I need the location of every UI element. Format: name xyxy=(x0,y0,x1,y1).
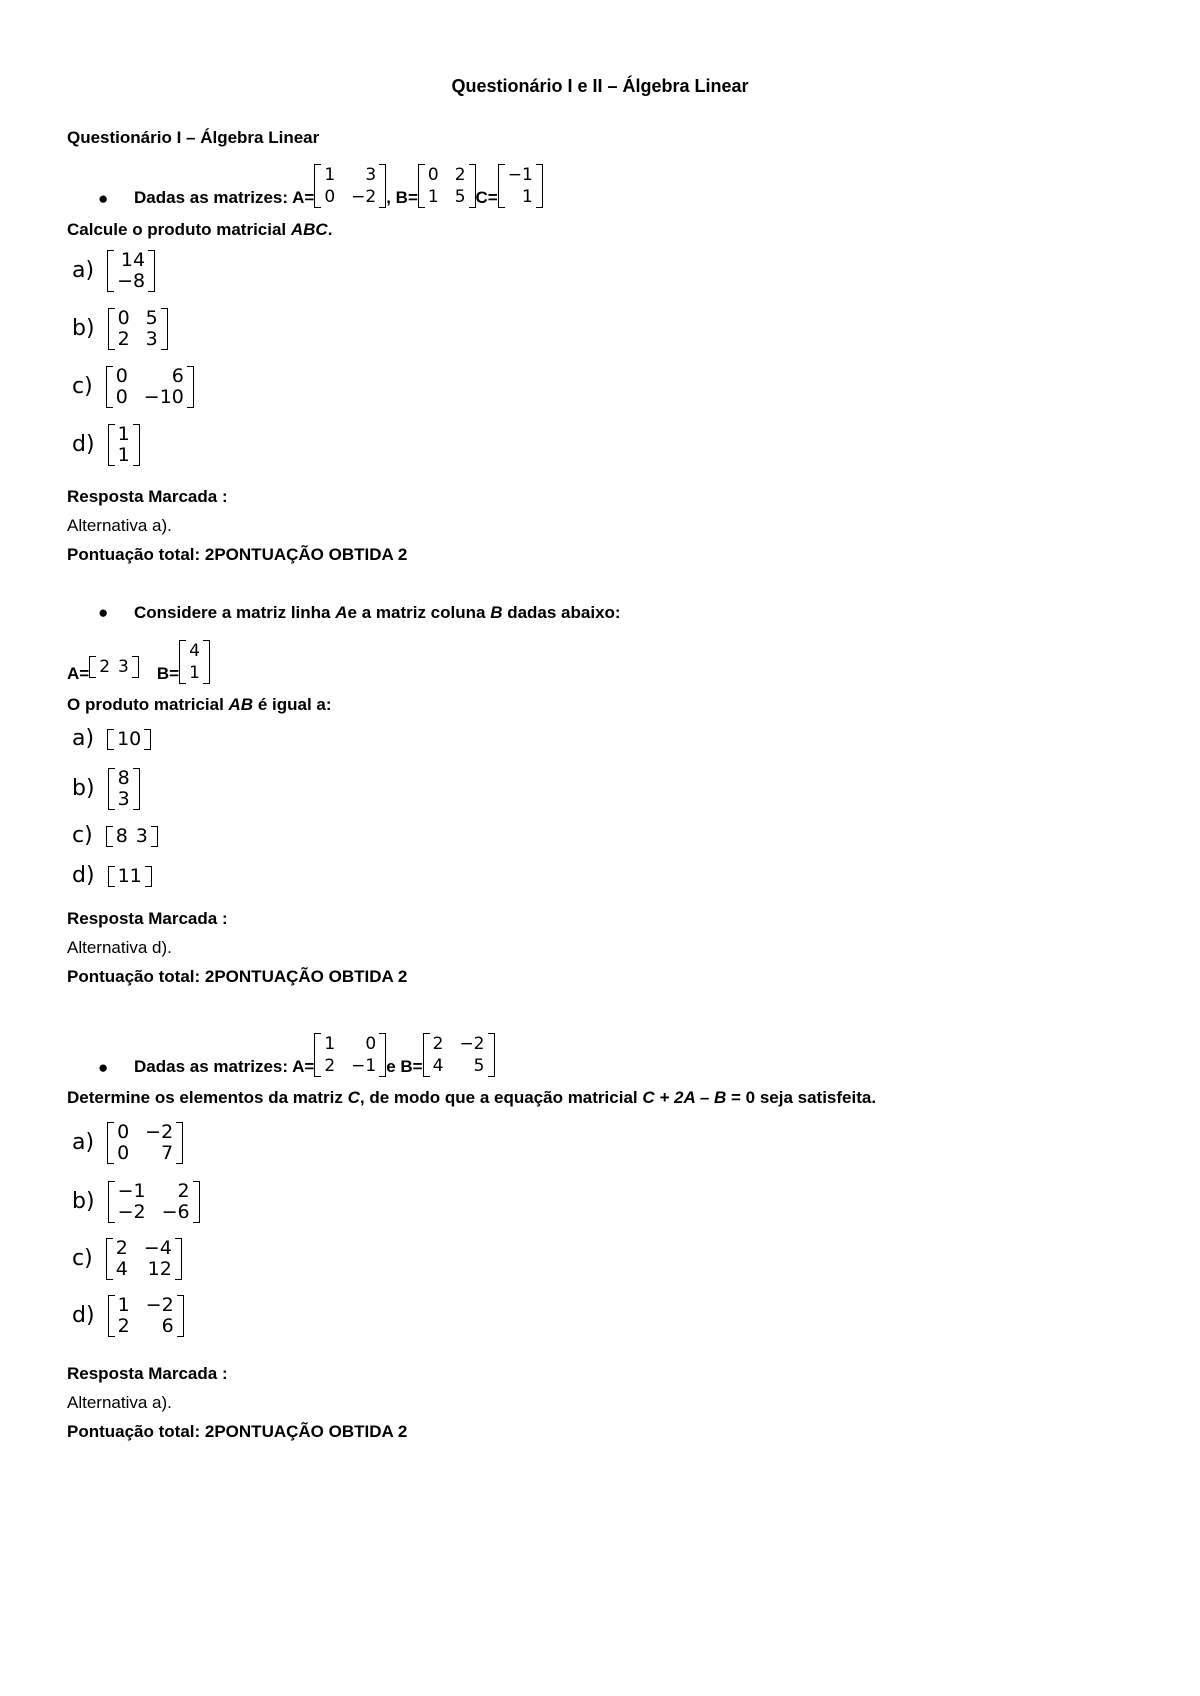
q3-option-d[interactable]: d) 1 −2 2 6 xyxy=(72,1295,184,1337)
q3-answer-value: Alternativa a). xyxy=(67,1393,172,1412)
q3-score: Pontuação total: 2PONTUAÇÃO OBTIDA 2 xyxy=(67,1422,408,1441)
q2-option-c[interactable]: c) 8 3 xyxy=(72,824,158,848)
q3-matrix-b: 2 −2 4 5 xyxy=(423,1033,495,1077)
q3-option-a[interactable]: a) 0 −2 0 7 xyxy=(72,1122,183,1164)
q1-matrix-a: 1 3 0 −2 xyxy=(314,164,386,208)
q2-matrix-b: 4 1 xyxy=(179,640,210,684)
q1-prompt-text: Dadas as matrizes: A= xyxy=(134,188,315,207)
document-title: Questionário I e II – Álgebra Linear xyxy=(451,76,749,96)
q2-matrix-a: 2 3 xyxy=(89,656,139,678)
q1-score: Pontuação total: 2PONTUAÇÃO OBTIDA 2 xyxy=(67,545,408,564)
q1-option-a[interactable]: a) 14 −8 xyxy=(72,250,155,292)
q1-answer-value: Alternativa a). xyxy=(67,516,172,535)
q1-option-b[interactable]: b) 0 5 2 3 xyxy=(72,308,168,350)
q3-matrix-a: 1 0 2 −1 xyxy=(314,1033,386,1077)
q2-answer-value: Alternativa d). xyxy=(67,938,172,957)
q3-option-b[interactable]: b) −1 2 −2 −6 xyxy=(72,1181,200,1223)
q3-prompt-text: Dadas as matrizes: A= xyxy=(134,1057,315,1076)
q3-answer-label: Resposta Marcada : xyxy=(67,1364,228,1383)
bullet-icon: ● xyxy=(98,1058,109,1077)
q2-instruction: O produto matricial AB é igual a: xyxy=(67,695,332,714)
q3-instruction: Determine os elementos da matriz C, de modo que a equação matricial C + 2A – B = 0 seja satisfeita. xyxy=(67,1088,877,1107)
q2-option-a[interactable]: a) 10 xyxy=(72,727,151,751)
q2-prompt: Considere a matriz linha Ae a matriz coluna B dadas abaixo: xyxy=(134,603,621,622)
q1-matrix-c: −1 1 xyxy=(498,164,543,208)
q1-option-d[interactable]: d) 1 1 xyxy=(72,424,140,466)
bullet-icon: ● xyxy=(98,189,109,208)
q3-option-c[interactable]: c) 2 −4 4 12 xyxy=(72,1238,182,1280)
q1-option-c[interactable]: c) 0 6 0 −10 xyxy=(72,366,194,408)
q2-option-b[interactable]: b) 8 3 xyxy=(72,768,140,810)
q1-sep-c: C= xyxy=(475,188,498,207)
section-title: Questionário I – Álgebra Linear xyxy=(67,128,320,147)
q1-prompt xyxy=(134,158,543,208)
q1-answer-label: Resposta Marcada : xyxy=(67,487,228,506)
q2-matrices xyxy=(67,630,210,684)
q1-sep-b: , B= xyxy=(386,188,418,207)
q2-option-d[interactable]: d) 11 xyxy=(72,864,152,888)
q2-answer-label: Resposta Marcada : xyxy=(67,909,228,928)
q2-b-label: B= xyxy=(156,664,180,683)
q1-instruction: Calcule o produto matricial ABC. xyxy=(67,220,333,239)
q3-sep-b: e B= xyxy=(386,1057,423,1076)
q2-score: Pontuação total: 2PONTUAÇÃO OBTIDA 2 xyxy=(67,967,408,986)
q1-matrix-b: 0 2 1 5 xyxy=(418,164,476,208)
q3-prompt xyxy=(134,1026,495,1077)
bullet-icon: ● xyxy=(98,603,109,622)
q2-a-label: A= xyxy=(67,664,90,683)
